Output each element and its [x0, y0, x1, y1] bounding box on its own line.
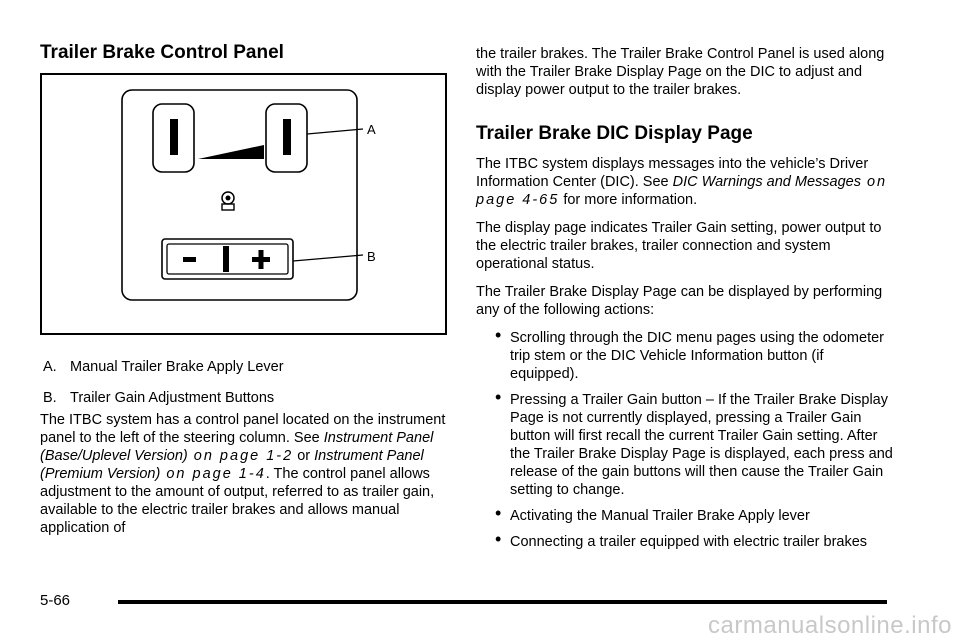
display-indicates-paragraph: The display page indicates Trailer Gain setting, power output to the electric trailer brakes, trailer connection and system operational status. [476, 220, 882, 272]
instrument-panel-base-link[interactable]: Instrument Panel (Base/Uplevel Version) [40, 430, 434, 464]
caption-a: A. Manual Trailer Brake Apply Lever [43, 359, 284, 375]
gain-minus-symbol [183, 257, 196, 262]
dic-messages-paragraph: The ITBC system displays messages into the vehicle’s Driver Information Center (DIC). See DIC Warnings and Messages on page 4‑65 for more information. [476, 156, 888, 208]
actions-list [476, 325, 896, 551]
section-title-trailer-brake-control-panel: Trailer Brake Control Panel [40, 42, 284, 63]
gain-separator [223, 246, 229, 272]
control-panel-illustration [40, 73, 447, 335]
dic-display-section [476, 155, 896, 559]
callout-label-b: B [367, 249, 376, 264]
footer-rule [118, 600, 887, 604]
watermark: carmanualsonline.info [708, 612, 952, 639]
figure-captions [43, 356, 284, 418]
control-panel-paragraph: The ITBC system has a control panel located on the instrument panel to the left of the steering column. See Instrument Panel (Base/Uplevel Version) on page 1‑2 or Instrument Panel (Premium Version) on page 1‑4. The control panel allows adjustment to the amount of output, referred to as trailer gain, available to the electric trailer brakes and allows manual application of [40, 412, 446, 536]
continued-paragraph: the trailer brakes. The Trailer Brake Control Panel is used along with the Trailer Brake Display Page on the DIC to adjust and display power output to the trailer brakes. [476, 46, 885, 98]
list-item: • Connecting a trailer equipped with electric trailer brakes [495, 529, 868, 550]
caption-b: B. Trailer Gain Adjustment Buttons [43, 390, 275, 406]
list-item: • Activating the Manual Trailer Brake Apply lever [495, 503, 810, 524]
instrument-panel-premium-link[interactable]: Instrument Panel (Premium Version) [40, 448, 424, 482]
callout-label-a: A [367, 122, 376, 137]
display-actions-paragraph: The Trailer Brake Display Page can be displayed by performing any of the following actions: [476, 284, 883, 318]
section-title-dic-display-page: Trailer Brake DIC Display Page [476, 123, 753, 144]
list-item: • Scrolling through the DIC menu pages using the odometer trip stem or the DIC Vehicle Information button (if equipped). [495, 325, 884, 382]
dic-warnings-link[interactable]: DIC Warnings and Messages [672, 174, 861, 190]
page-number: 5-66 [40, 592, 71, 609]
list-item: • Pressing a Trailer Gain button – If the Trailer Brake Display Page is not currently displayed, pressing a Trailer Gain button will first recall the current Trailer Gain setting. After the Trailer Brake Display Page is displayed, each press and release of the gain buttons will then cause the Trailer Gain setting to change. [495, 387, 893, 498]
